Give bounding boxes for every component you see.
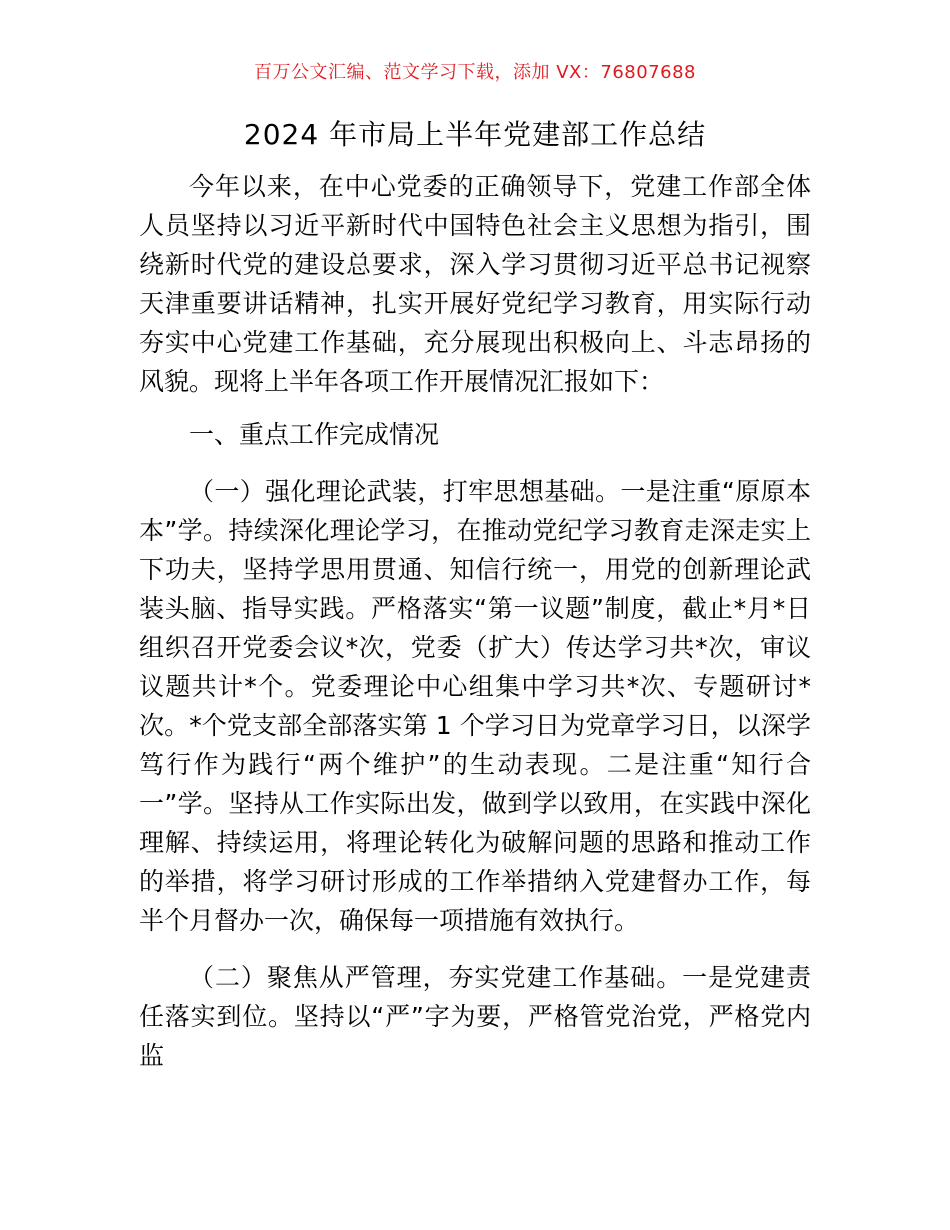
- body-paragraph: （一）强化理论武装，打牢思想基础。一是注重“原原本本”学。持续深化理论学习，在推动党纪学习教育走深走实上下功夫，坚持学思用贯通、知信行统一，用党的创新理论武装头脑、指导实践。严格落实“第一议题”制度，截止*月*日组织召开党委会议*次，党委（扩大）传达学习共*次，审议议题共计*个。党委理论中心组集中学习共*次、专题研讨*次。*个党支部全部落实第 1 个学习日为党章学习日，以深学笃行作为践行“两个维护”的生动表现。二是注重“知行合一”学。坚持从工作实际出发，做到学以致用，在实践中深化理解、持续运用，将理论转化为破解问题的思路和推动工作的举措，将学习研讨形成的工作举措纳入党建督办工作，每半个月督办一次，确保每一项措施有效执行。: [139, 477, 811, 935]
- watermark-header-text: 百万公文汇编、范文学习下载，添加 VX：76807688: [254, 62, 696, 83]
- intro-paragraph: 今年以来，在中心党委的正确领导下，党建工作部全体人员坚持以习近平新时代中国特色社会主义思想为指引，围绕新时代党的建设总要求，深入学习贯彻习近平总书记视察天津重要讲话精神，扎实开展好党纪学习教育，用实际行动夯实中心党建工作基础，充分展现出积极向上、斗志昂扬的风貌。现将上半年各项工作开展情况汇报如下：: [139, 172, 811, 396]
- section-heading: 一、重点工作完成情况: [189, 420, 440, 449]
- document-body: [139, 167, 811, 1075]
- document-title: 2024 年市局上半年党建部工作总结: [243, 118, 707, 151]
- body-paragraph: （二）聚焦从严管理，夯实党建工作基础。一是党建责任落实到位。坚持以“严”字为要，严格管党治党，严格党内监: [139, 963, 811, 1070]
